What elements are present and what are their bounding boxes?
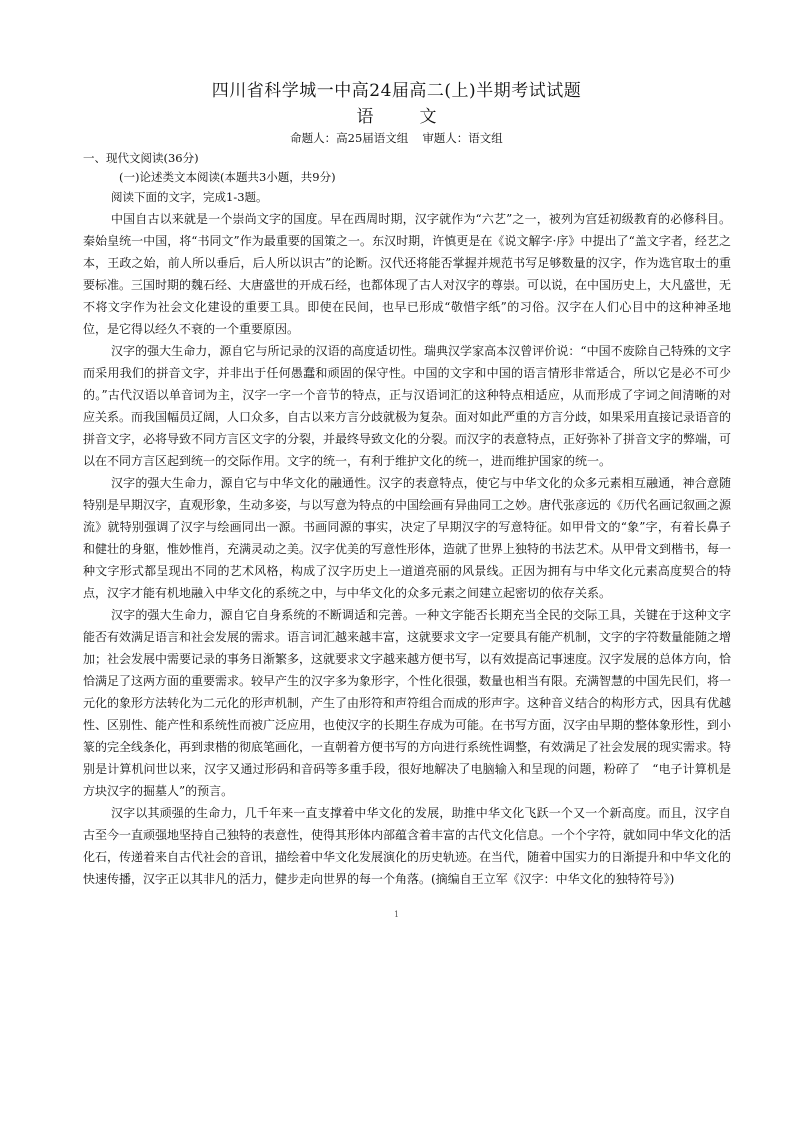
exam-title: 四川省科学城一中高24届高二(上)半期考试试题 — [211, 81, 582, 101]
passage-paragraph-4: 汉字的强大生命力，源自它自身系统的不断调适和完善。一种文字能否长期充当全民的交际工具，关键在于这种文字能否有效满足语言和社会发展的需求。语言词汇越来越丰富，这就要求文字一定要具有能产机制，文字的字符数量能随之增加；社会发展中需要记录的事务日渐繁多，这就要求文字越来越方便书写，以有效提高记事速度。汉字发展的总体方向，恰恰满足了这两方面的重要需求。较早产生的汉字多为象形字，个性化很强，数量也相当有限。充满智慧的中国先民们，将一元化的象形方法转化为二元化的形声机制，产生了由形符和声符组合而成的形声字。这种音义结合的构形方式，因具有优越性、区别性、能产性和系统性而被广泛应用，也使汉字的长期生存成为可能。在书写方面，汉字由早期的整体象形性，到小篆的完全线条化，再到隶楷的彻底笔画化，一直朝着方便书写的方向进行系统性调整，有效满足了社会发展的现实需求。特别是计算机问世以来，汉字又通过形码和音码等多重手段，很好地解决了电脑输入和呈现的问题，粉碎了 “电子计算机是方块汉字的掘墓人”的预言。 — [83, 608, 732, 798]
reviewer-credit: 审题人：语文组 — [422, 131, 503, 145]
passage-paragraph-1: 中国自古以来就是一个崇尚文字的国度。早在西周时期，汉字就作为“六艺”之一，被列为宫廷初级教育的必修科目。秦始皇统一中国，将“书同文”作为最重要的国策之一。东汉时期，许慎更是在《说文解字·序》中提出了“盖文字者，经艺之本，王政之始，前人所以垂后，后人所以识古”的论断。汉代还将能否掌握并规范书写足够数量的汉字，作为选官取士的重要标准。三国时期的魏石经、大唐盛世的开成石经，也都体现了古人对汉字的尊崇。可以说，在中国历史上，大凡盛世，无不将文字作为社会文化建设的重要工具。即使在民间，也早已形成“敬惜字纸”的习俗。汉字在人们心目中的这种神圣地位，是它得以经久不衰的一个重要原因。 — [83, 212, 732, 336]
passage-paragraph-5: 汉字以其顽强的生命力，几千年来一直支撑着中华文化的发展，助推中华文化飞跃一个又一个新高度。而且，汉字自古至今一直顽强地坚持自己独特的表意性，使得其形体内部蕴含着丰富的古代文化信息。一个个字符，就如同中华文化的活化石，传递着来自古代社会的音讯，描绘着中华文化发展演化的历史轨迹。在当代，随着中国实力的日渐提升和中华文化的快速传播，汉字正以其非凡的活力，健步走向世界的每一个角落。(摘编自王立军《汉字：中华文化的独特符号》) — [83, 806, 732, 886]
subsection-heading: (一)论述类文本阅读(本题共3小题，共9分) — [119, 170, 336, 184]
subject-heading: 语文 — [356, 107, 483, 127]
passage-paragraph-2: 汉字的强大生命力，源自它与所记录的汉语的高度适切性。瑞典汉学家高本汉曾评价说：“中国不废除自己特殊的文字而采用我们的拼音文字，并非出于任何愚蠢和顽固的保守性。中国的文字和中国的语言情形非常适合，所以它是必不可少的。”古代汉语以单音词为主，汉字一字一个音节的特点，正与汉语词汇的这种特点相适应，从而形成了字词之间清晰的对应关系。而我国幅员辽阔，人口众多，自古以来方言分歧就极为复杂。面对如此严重的方言分歧，如果采用直接记录语音的拼音文字，必将导致不同方言区文字的分裂，并最终导致文化的分裂。而汉字的表意特点，正好弥补了拼音文字的弊端，可以在不同方言区起到统一的交际作用。文字的统一，有利于维护文化的统一，进而维护国家的统一。 — [83, 344, 732, 468]
section-heading: 一、现代文阅读(36分) — [83, 151, 199, 165]
page-number: 1 — [393, 910, 400, 919]
setter-credit: 命题人：高25届语文组 — [290, 131, 409, 145]
passage-body — [83, 208, 731, 890]
author-line — [0, 130, 793, 146]
reading-instruction: 阅读下面的文字，完成1-3题。 — [111, 190, 268, 204]
passage-paragraph-3: 汉字的强大生命力，源自它与中华文化的融通性。汉字的表意特点，使它与中华文化的众多元素相互融通，神合意随特别是早期汉字，直观形象，生动多姿，与以写意为特点的中国绘画有异曲同工之妙。唐代张彦远的《历代名画记叙画之源流》就特别强调了汉字与绘画同出一源。书画同源的事实，决定了早期汉字的写意特征。如甲骨文的“象”字，有着长鼻子和健壮的身躯，惟妙惟肖，充满灵动之美。汉字优美的写意性形体，造就了世界上独特的书法艺术。从甲骨文到楷书，每一种文字形式都呈现出不同的艺术风格，构成了汉字历史上一道道亮丽的风景线。正因为拥有与中华文化元素高度契合的特点，汉字才能有机地融入中华文化的系统之中，与中华文化的众多元素之间建立起密切的依存关系。 — [83, 476, 732, 600]
